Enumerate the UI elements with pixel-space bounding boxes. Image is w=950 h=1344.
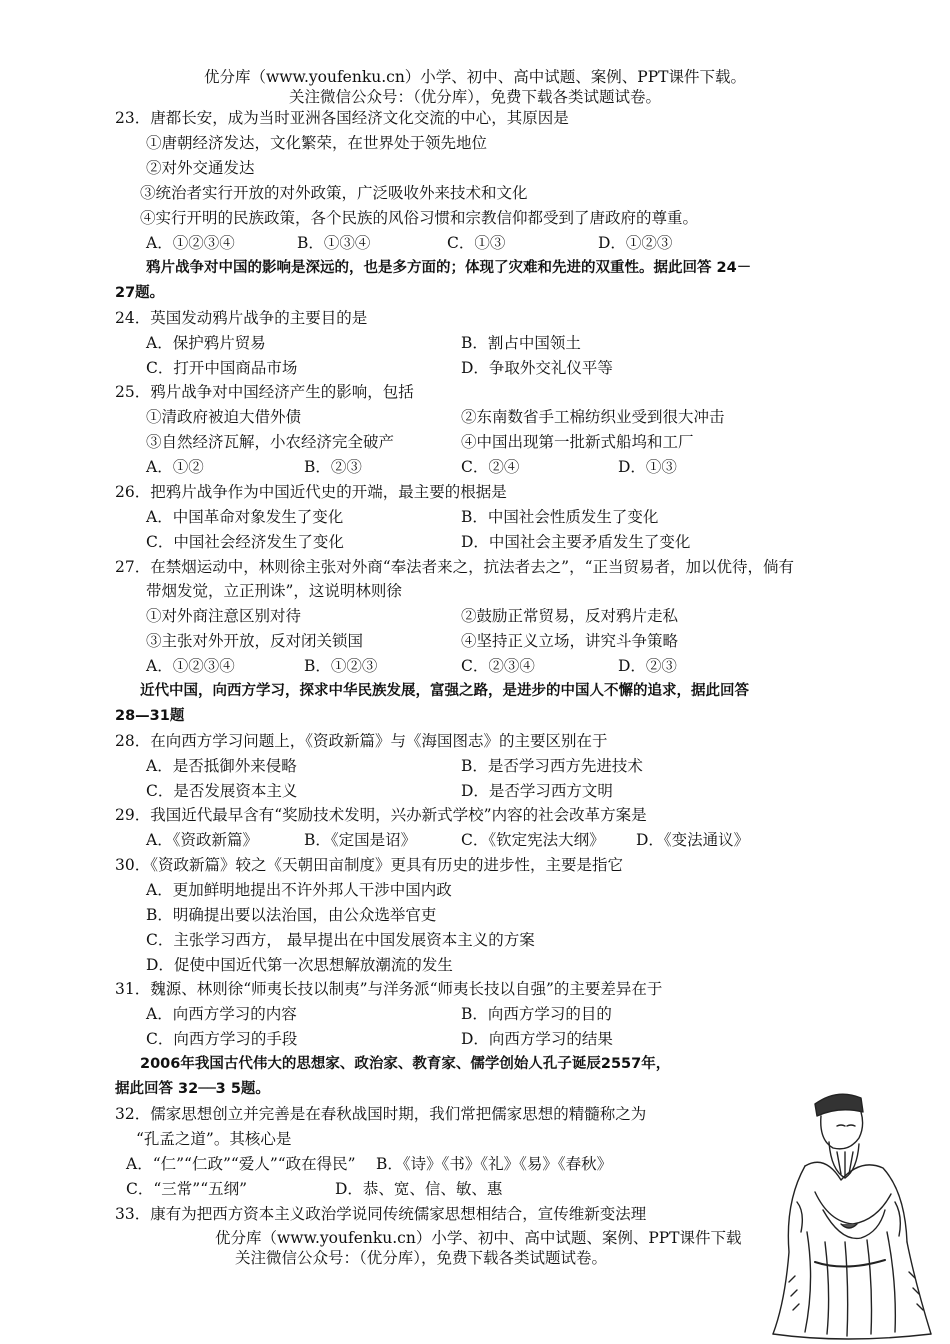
q27-stem-line-1: 27．在禁烟运动中，林则徐主张对外商“奉法者来之，抗法者去之”，“正当贸易者，加以优待，倘有 [115, 558, 794, 576]
q25-option-a: A．①② [146, 458, 204, 476]
intro-28-line-2: 28—31题 [115, 708, 185, 724]
q28-option-a: A．是否抵御外来侵略 [146, 757, 297, 775]
q23-statement-4: ④实行开明的民族政策，各个民族的风俗习惯和宗教信仰都受到了唐政府的尊重。 [140, 209, 699, 227]
q27-option-b: B．①②③ [304, 657, 378, 675]
q31-option-a: A．向西方学习的内容 [146, 1005, 297, 1023]
q28-option-d: D．是否学习西方文明 [461, 782, 613, 800]
q27-stem-line-2: 带烟发觉，立正刑诛”，这说明林则徐 [146, 582, 402, 600]
q23-statement-2: ②对外交通发达 [146, 159, 255, 177]
q26-option-b: B．中国社会性质发生了变化 [461, 508, 659, 526]
q26-option-d: D．中国社会主要矛盾发生了变化 [461, 533, 691, 551]
q25-statement-3: ③自然经济瓦解，小农经济完全破产 [146, 433, 395, 451]
q23-statement-1: ①唐朝经济发达，文化繁荣，在世界处于领先地位 [146, 134, 488, 152]
q32-option-d: D．恭、宽、信、敏、惠 [335, 1180, 503, 1198]
q27-statement-3: ③主张对外开放，反对闭关锁国 [146, 632, 364, 650]
q27-option-d: D．②③ [618, 657, 677, 675]
q30-stem: 30．《资政新篇》较之《天朝田亩制度》更具有历史的进步性，主要是指它 [115, 856, 623, 874]
q31-option-d: D．向西方学习的结果 [461, 1030, 613, 1048]
q25-stem: 25．鸦片战争对中国经济产生的影响，包括 [115, 383, 414, 401]
q23-option-d: D．①②③ [598, 234, 673, 252]
q30-option-b: B．明确提出要以法治国，由公众选举官吏 [146, 906, 437, 924]
q24-option-c: C．打开中国商品市场 [146, 359, 298, 377]
q26-stem: 26．把鸦片战争作为中国近代史的开端，最主要的根据是 [115, 483, 507, 501]
q24-option-b: B．割占中国领土 [461, 334, 581, 352]
footer-line-1: 优分库（www.youfenku.cn）小学、初中、高中试题、案例、PPT课件下载 [215, 1229, 742, 1247]
q23-option-c: C．①③ [447, 234, 506, 252]
intro-24-line-1: 鸦片战争对中国的影响是深远的，也是多方面的；体现了灾难和先进的双重性。据此回答 24－ [146, 260, 752, 276]
header-line-2: 关注微信公众号：（优分库），免费下载各类试题试卷。 [288, 88, 661, 106]
q28-option-b: B．是否学习西方先进技术 [461, 757, 643, 775]
q23-statement-3: ③统治者实行开放的对外政策，广泛吸收外来技术和文化 [140, 184, 528, 202]
q30-option-a: A．更加鲜明地提出不许外邦人干涉中国内政 [146, 881, 452, 899]
q30-option-c: C．主张学习西方， 最早提出在中国发展资本主义的方案 [146, 931, 535, 949]
q25-statement-1: ①清政府被迫大借外债 [146, 408, 302, 426]
q25-option-b: B．②③ [304, 458, 362, 476]
q25-statement-2: ②东南数省手工棉纺织业受到很大冲击 [461, 408, 725, 426]
q25-option-d: D．①③ [618, 458, 677, 476]
q32-option-a: A．“仁”“仁政”“爱人”“政在得民” [126, 1155, 356, 1173]
q24-stem: 24．英国发动鸦片战争的主要目的是 [115, 309, 368, 327]
q26-option-c: C．中国社会经济发生了变化 [146, 533, 344, 551]
q27-option-c: C．②③④ [461, 657, 535, 675]
intro-28-line-1: 近代中国，向西方学习，探求中华民族发展，富强之路，是进步的中国人不懈的追求，据此回答 [140, 683, 749, 699]
q32-stem-line-2: “孔孟之道”。其核心是 [136, 1130, 292, 1148]
q33-stem: 33．康有为把西方资本主义政治学说同传统儒家思想相结合，宣传维新变法理 [115, 1205, 647, 1223]
q32-option-b: B．《诗》《书》《礼》《易》《春秋》 [376, 1155, 613, 1173]
q27-option-a: A．①②③④ [146, 657, 235, 675]
q32-stem-line-1: 32．儒家思想创立并完善是在春秋战国时期，我们常把儒家思想的精髓称之为 [115, 1105, 647, 1123]
q29-option-d: D．《变法通议》 [636, 831, 750, 849]
q29-stem: 29．我国近代最早含有“奖励技术发明，兴办新式学校”内容的社会改革方案是 [115, 806, 647, 824]
q25-statement-4: ④中国出现第一批新式船坞和工厂 [461, 433, 694, 451]
intro-24-line-2: 27题。 [115, 285, 165, 301]
q29-option-c: C．《钦定宪法大纲》 [461, 831, 605, 849]
intro-32-line-2: 据此回答 32──3 5题。 [115, 1081, 270, 1097]
q29-option-b: B．《定国是诏》 [304, 831, 417, 849]
q27-statement-4: ④坚持正义立场，讲究斗争策略 [461, 632, 679, 650]
intro-32-line-1: 2006年我国古代伟大的思想家、政治家、教育家、儒学创始人孔子诞辰2557年， [140, 1056, 671, 1072]
q31-option-b: B．向西方学习的目的 [461, 1005, 612, 1023]
q25-option-c: C．②④ [461, 458, 520, 476]
q23-stem: 23．唐都长安，成为当时亚洲各国经济文化交流的中心，其原因是 [115, 109, 569, 127]
q29-option-a: A．《资政新篇》 [146, 831, 258, 849]
q27-statement-1: ①对外商注意区别对待 [146, 607, 302, 625]
header-line-1: 优分库（www.youfenku.cn）小学、初中、高中试题、案例、PPT课件下载。 [203, 68, 747, 86]
q26-option-a: A．中国革命对象发生了变化 [146, 508, 344, 526]
q24-option-d: D．争取外交礼仪平等 [461, 359, 613, 377]
q23-option-a: A．①②③④ [146, 234, 235, 252]
q32-option-c: C．“三常”“五纲” [126, 1180, 248, 1198]
q31-stem: 31．魏源、林则徐“师夷长技以制夷”与洋务派“师夷长技以自强”的主要差异在于 [115, 980, 663, 998]
confucius-portrait [745, 1082, 945, 1340]
q28-option-c: C．是否发展资本主义 [146, 782, 298, 800]
q23-option-b: B．①③④ [297, 234, 371, 252]
q28-stem: 28．在向西方学习问题上，《资政新篇》与《海国图志》的主要区别在于 [115, 732, 608, 750]
q30-option-d: D．促使中国近代第一次思想解放潮流的发生 [146, 956, 453, 974]
footer-line-2: 关注微信公众号：（优分库），免费下载各类试题试卷。 [235, 1249, 608, 1267]
q27-statement-2: ②鼓励正常贸易，反对鸦片走私 [461, 607, 679, 625]
q31-option-c: C．向西方学习的手段 [146, 1030, 298, 1048]
q24-option-a: A．保护鸦片贸易 [146, 334, 266, 352]
